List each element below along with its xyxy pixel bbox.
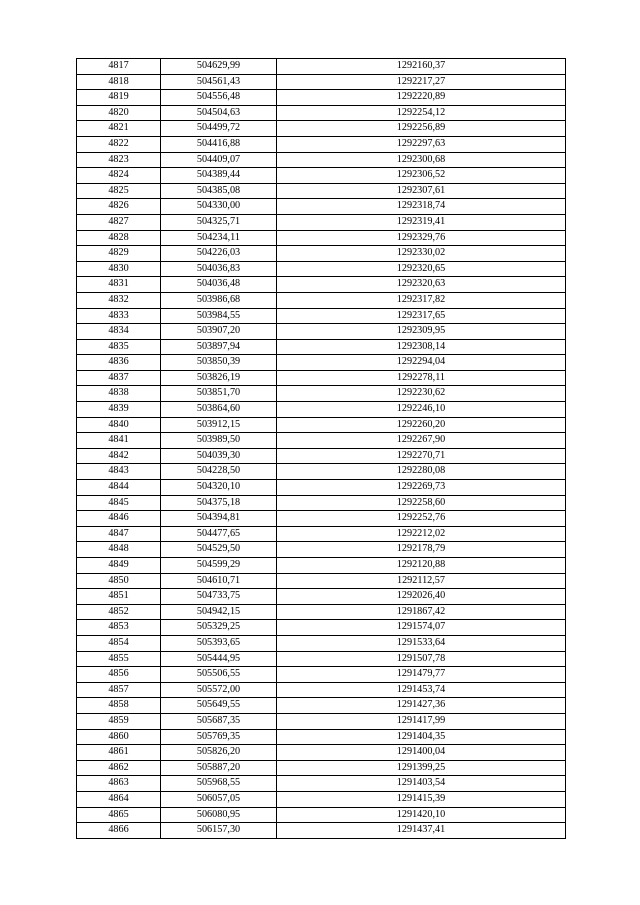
x-coordinate-cell: 504556,48 — [161, 90, 277, 106]
table-row — [77, 511, 566, 527]
x-coordinate-cell: 503864,60 — [161, 402, 277, 418]
x-coordinate-cell: 504409,07 — [161, 152, 277, 168]
table-row — [77, 308, 566, 324]
point-number-cell: 4852 — [77, 604, 161, 620]
x-coordinate-cell: 504733,75 — [161, 589, 277, 605]
point-number-cell: 4835 — [77, 339, 161, 355]
x-coordinate-cell: 503912,15 — [161, 417, 277, 433]
x-coordinate-cell: 504610,71 — [161, 573, 277, 589]
x-coordinate-cell: 504375,18 — [161, 495, 277, 511]
x-coordinate-cell: 504599,29 — [161, 558, 277, 574]
point-number-cell: 4854 — [77, 635, 161, 651]
x-coordinate-cell: 503986,68 — [161, 292, 277, 308]
table-row — [77, 199, 566, 215]
point-number-cell: 4831 — [77, 277, 161, 293]
x-coordinate-cell: 503989,50 — [161, 433, 277, 449]
table-row — [77, 791, 566, 807]
table-row — [77, 698, 566, 714]
point-number-cell: 4857 — [77, 682, 161, 698]
table-row — [77, 339, 566, 355]
point-number-cell: 4864 — [77, 791, 161, 807]
point-number-cell: 4842 — [77, 448, 161, 464]
point-number-cell: 4862 — [77, 760, 161, 776]
point-number-cell: 4819 — [77, 90, 161, 106]
y-coordinate-cell: 1292230,62 — [277, 386, 566, 402]
y-coordinate-cell: 1292217,27 — [277, 74, 566, 90]
y-coordinate-cell: 1292246,10 — [277, 402, 566, 418]
x-coordinate-cell: 504499,72 — [161, 121, 277, 137]
y-coordinate-cell: 1292220,89 — [277, 90, 566, 106]
table-row — [77, 620, 566, 636]
table-row — [77, 604, 566, 620]
table-row — [77, 651, 566, 667]
y-coordinate-cell: 1291404,35 — [277, 729, 566, 745]
x-coordinate-cell: 504529,50 — [161, 542, 277, 558]
y-coordinate-cell: 1291533,64 — [277, 635, 566, 651]
table-row — [77, 277, 566, 293]
point-number-cell: 4839 — [77, 402, 161, 418]
x-coordinate-cell: 504039,30 — [161, 448, 277, 464]
table-row — [77, 433, 566, 449]
point-number-cell: 4836 — [77, 355, 161, 371]
table-row — [77, 59, 566, 75]
y-coordinate-cell: 1291420,10 — [277, 807, 566, 823]
x-coordinate-cell: 504385,08 — [161, 183, 277, 199]
x-coordinate-cell: 505444,95 — [161, 651, 277, 667]
point-number-cell: 4841 — [77, 433, 161, 449]
table-row — [77, 402, 566, 418]
x-coordinate-cell: 505393,65 — [161, 635, 277, 651]
point-number-cell: 4848 — [77, 542, 161, 558]
point-number-cell: 4837 — [77, 370, 161, 386]
point-number-cell: 4849 — [77, 558, 161, 574]
x-coordinate-cell: 503826,19 — [161, 370, 277, 386]
x-coordinate-cell: 504394,81 — [161, 511, 277, 527]
x-coordinate-cell: 504320,10 — [161, 480, 277, 496]
point-number-cell: 4817 — [77, 59, 161, 75]
y-coordinate-cell: 1292306,52 — [277, 168, 566, 184]
y-coordinate-cell: 1292319,41 — [277, 214, 566, 230]
point-number-cell: 4832 — [77, 292, 161, 308]
point-number-cell: 4820 — [77, 105, 161, 121]
table-row — [77, 526, 566, 542]
x-coordinate-cell: 504325,71 — [161, 214, 277, 230]
y-coordinate-cell: 1292297,63 — [277, 136, 566, 152]
x-coordinate-cell: 506057,05 — [161, 791, 277, 807]
table-row — [77, 448, 566, 464]
x-coordinate-cell: 504629,99 — [161, 59, 277, 75]
point-number-cell: 4860 — [77, 729, 161, 745]
point-number-cell: 4851 — [77, 589, 161, 605]
y-coordinate-cell: 1292212,02 — [277, 526, 566, 542]
y-coordinate-cell: 1292309,95 — [277, 324, 566, 340]
x-coordinate-cell: 504561,43 — [161, 74, 277, 90]
y-coordinate-cell: 1292307,61 — [277, 183, 566, 199]
y-coordinate-cell: 1291867,42 — [277, 604, 566, 620]
table-row — [77, 729, 566, 745]
point-number-cell: 4856 — [77, 667, 161, 683]
y-coordinate-cell: 1291403,54 — [277, 776, 566, 792]
table-row — [77, 246, 566, 262]
x-coordinate-cell: 505769,35 — [161, 729, 277, 745]
table-row — [77, 136, 566, 152]
y-coordinate-cell: 1291400,04 — [277, 745, 566, 761]
y-coordinate-cell: 1292256,89 — [277, 121, 566, 137]
x-coordinate-cell: 503907,20 — [161, 324, 277, 340]
table-row — [77, 417, 566, 433]
coordinates-table-body — [77, 59, 566, 839]
table-row — [77, 713, 566, 729]
x-coordinate-cell: 503850,39 — [161, 355, 277, 371]
point-number-cell: 4833 — [77, 308, 161, 324]
x-coordinate-cell: 504416,88 — [161, 136, 277, 152]
x-coordinate-cell: 505968,55 — [161, 776, 277, 792]
table-row — [77, 807, 566, 823]
point-number-cell: 4827 — [77, 214, 161, 230]
y-coordinate-cell: 1292269,73 — [277, 480, 566, 496]
table-row — [77, 823, 566, 839]
x-coordinate-cell: 506157,30 — [161, 823, 277, 839]
point-number-cell: 4830 — [77, 261, 161, 277]
table-row — [77, 324, 566, 340]
point-number-cell: 4847 — [77, 526, 161, 542]
point-number-cell: 4821 — [77, 121, 161, 137]
y-coordinate-cell: 1292026,40 — [277, 589, 566, 605]
table-row — [77, 386, 566, 402]
x-coordinate-cell: 504477,65 — [161, 526, 277, 542]
table-row — [77, 635, 566, 651]
point-number-cell: 4865 — [77, 807, 161, 823]
table-row — [77, 558, 566, 574]
y-coordinate-cell: 1292329,76 — [277, 230, 566, 246]
y-coordinate-cell: 1291417,99 — [277, 713, 566, 729]
table-row — [77, 230, 566, 246]
y-coordinate-cell: 1292258,60 — [277, 495, 566, 511]
y-coordinate-cell: 1292278,11 — [277, 370, 566, 386]
table-row — [77, 121, 566, 137]
point-number-cell: 4834 — [77, 324, 161, 340]
table-row — [77, 292, 566, 308]
x-coordinate-cell: 503984,55 — [161, 308, 277, 324]
x-coordinate-cell: 505687,35 — [161, 713, 277, 729]
x-coordinate-cell: 505506,55 — [161, 667, 277, 683]
point-number-cell: 4853 — [77, 620, 161, 636]
y-coordinate-cell: 1292330,02 — [277, 246, 566, 262]
x-coordinate-cell: 504228,50 — [161, 464, 277, 480]
point-number-cell: 4845 — [77, 495, 161, 511]
table-row — [77, 542, 566, 558]
y-coordinate-cell: 1292308,14 — [277, 339, 566, 355]
point-number-cell: 4846 — [77, 511, 161, 527]
y-coordinate-cell: 1292280,08 — [277, 464, 566, 480]
table-row — [77, 261, 566, 277]
point-number-cell: 4829 — [77, 246, 161, 262]
x-coordinate-cell: 504504,63 — [161, 105, 277, 121]
y-coordinate-cell: 1292120,88 — [277, 558, 566, 574]
point-number-cell: 4850 — [77, 573, 161, 589]
y-coordinate-cell: 1292318,74 — [277, 199, 566, 215]
point-number-cell: 4843 — [77, 464, 161, 480]
table-row — [77, 183, 566, 199]
y-coordinate-cell: 1292317,82 — [277, 292, 566, 308]
x-coordinate-cell: 504330,00 — [161, 199, 277, 215]
x-coordinate-cell: 505887,20 — [161, 760, 277, 776]
y-coordinate-cell: 1291453,74 — [277, 682, 566, 698]
y-coordinate-cell: 1292178,79 — [277, 542, 566, 558]
x-coordinate-cell: 504226,03 — [161, 246, 277, 262]
y-coordinate-cell: 1292112,57 — [277, 573, 566, 589]
point-number-cell: 4858 — [77, 698, 161, 714]
table-row — [77, 776, 566, 792]
x-coordinate-cell: 504389,44 — [161, 168, 277, 184]
point-number-cell: 4861 — [77, 745, 161, 761]
y-coordinate-cell: 1291399,25 — [277, 760, 566, 776]
point-number-cell: 4840 — [77, 417, 161, 433]
table-row — [77, 667, 566, 683]
table-row — [77, 464, 566, 480]
y-coordinate-cell: 1292267,90 — [277, 433, 566, 449]
y-coordinate-cell: 1291437,41 — [277, 823, 566, 839]
x-coordinate-cell: 505826,20 — [161, 745, 277, 761]
x-coordinate-cell: 503897,94 — [161, 339, 277, 355]
x-coordinate-cell: 504036,83 — [161, 261, 277, 277]
point-number-cell: 4859 — [77, 713, 161, 729]
x-coordinate-cell: 505572,00 — [161, 682, 277, 698]
coordinates-table — [76, 58, 566, 839]
point-number-cell: 4818 — [77, 74, 161, 90]
table-row — [77, 74, 566, 90]
point-number-cell: 4825 — [77, 183, 161, 199]
x-coordinate-cell: 503851,70 — [161, 386, 277, 402]
y-coordinate-cell: 1292317,65 — [277, 308, 566, 324]
table-row — [77, 745, 566, 761]
y-coordinate-cell: 1292300,68 — [277, 152, 566, 168]
table-row — [77, 495, 566, 511]
point-number-cell: 4824 — [77, 168, 161, 184]
point-number-cell: 4855 — [77, 651, 161, 667]
x-coordinate-cell: 506080,95 — [161, 807, 277, 823]
table-row — [77, 589, 566, 605]
table-row — [77, 90, 566, 106]
point-number-cell: 4823 — [77, 152, 161, 168]
y-coordinate-cell: 1292294,04 — [277, 355, 566, 371]
point-number-cell: 4822 — [77, 136, 161, 152]
table-row — [77, 480, 566, 496]
point-number-cell: 4866 — [77, 823, 161, 839]
y-coordinate-cell: 1291427,36 — [277, 698, 566, 714]
point-number-cell: 4838 — [77, 386, 161, 402]
document-page — [76, 58, 566, 839]
table-row — [77, 168, 566, 184]
table-row — [77, 355, 566, 371]
y-coordinate-cell: 1292320,65 — [277, 261, 566, 277]
table-row — [77, 573, 566, 589]
x-coordinate-cell: 504234,11 — [161, 230, 277, 246]
y-coordinate-cell: 1292160,37 — [277, 59, 566, 75]
x-coordinate-cell: 504942,15 — [161, 604, 277, 620]
y-coordinate-cell: 1292260,20 — [277, 417, 566, 433]
y-coordinate-cell: 1291574,07 — [277, 620, 566, 636]
y-coordinate-cell: 1292270,71 — [277, 448, 566, 464]
table-row — [77, 370, 566, 386]
y-coordinate-cell: 1291507,78 — [277, 651, 566, 667]
table-row — [77, 682, 566, 698]
y-coordinate-cell: 1292320,63 — [277, 277, 566, 293]
x-coordinate-cell: 505329,25 — [161, 620, 277, 636]
y-coordinate-cell: 1292252,76 — [277, 511, 566, 527]
point-number-cell: 4844 — [77, 480, 161, 496]
y-coordinate-cell: 1291415,39 — [277, 791, 566, 807]
y-coordinate-cell: 1292254,12 — [277, 105, 566, 121]
point-number-cell: 4863 — [77, 776, 161, 792]
point-number-cell: 4828 — [77, 230, 161, 246]
point-number-cell: 4826 — [77, 199, 161, 215]
table-row — [77, 105, 566, 121]
x-coordinate-cell: 504036,48 — [161, 277, 277, 293]
table-row — [77, 760, 566, 776]
table-row — [77, 152, 566, 168]
y-coordinate-cell: 1291479,77 — [277, 667, 566, 683]
x-coordinate-cell: 505649,55 — [161, 698, 277, 714]
table-row — [77, 214, 566, 230]
